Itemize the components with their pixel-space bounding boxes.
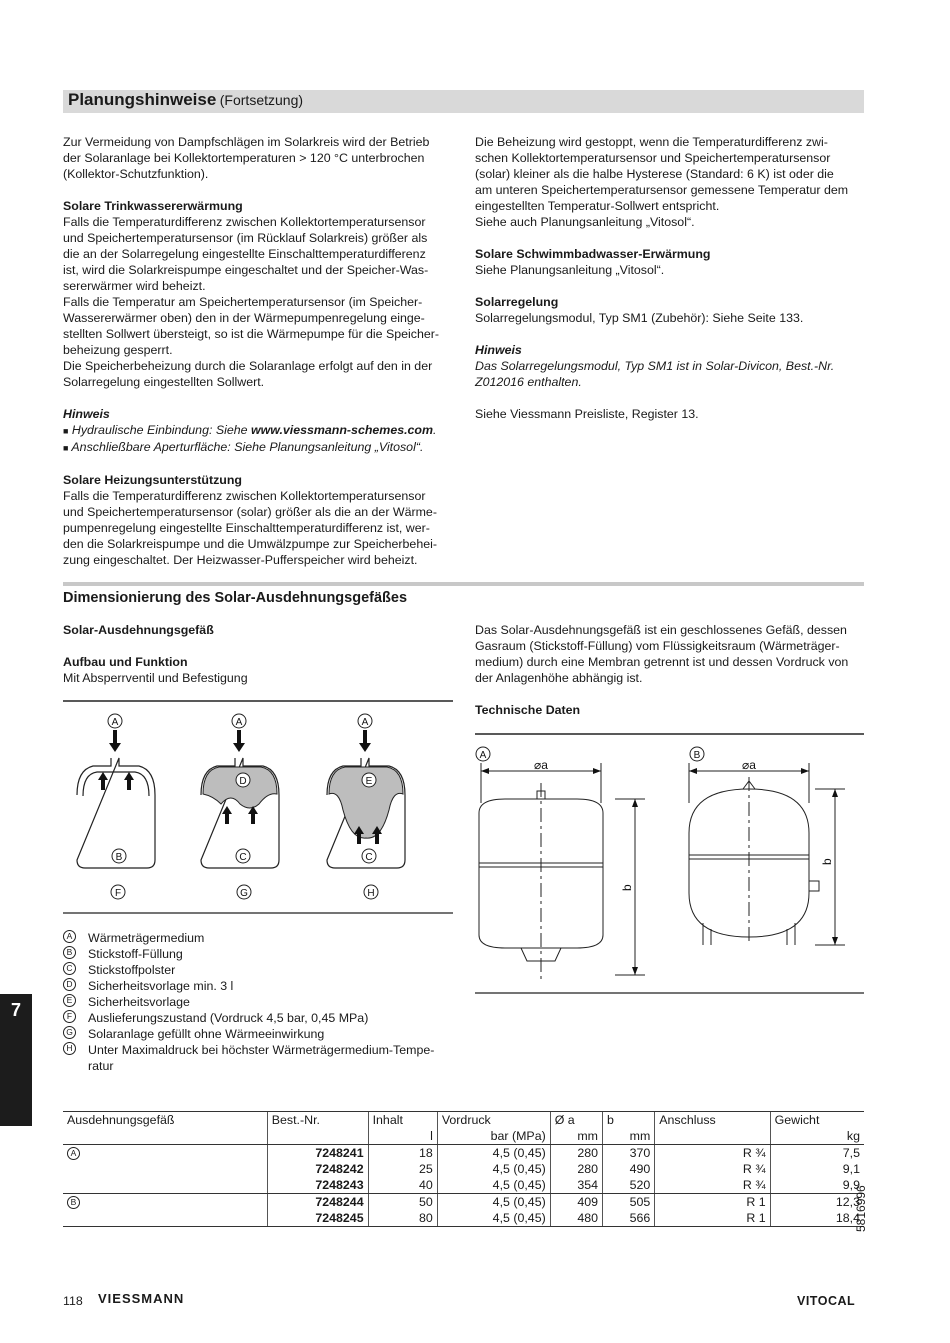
dim-a-label: ⌀a: [742, 758, 756, 772]
legend-key: H: [63, 1042, 76, 1055]
dimension-diagram: [475, 733, 865, 995]
legend-item: E Sicherheitsvorlage: [63, 994, 455, 1010]
heading-solare-trinkwasser: Solare Trinkwassererwärmung: [63, 199, 243, 213]
paragraph-line: Das Solar-Ausdehnungsgefäß ist ein geschlossenes Gefäß, dessen: [475, 623, 847, 637]
paragraph-line: Falls die Temperaturdifferenz zwischen Kollektortemperatursensor: [63, 489, 426, 503]
paragraph-line: (solar) kleiner als die halbe Hysterese (Standard: 6 K) ist oder die: [475, 167, 834, 181]
table-row: A 7248241 18 4,5 (0,45) 280 370 R ¾ 7,5: [63, 1145, 864, 1162]
paragraph-line: Siehe Planungsanleitung „Vitosol“.: [475, 263, 665, 277]
paragraph-line: medium) durch eine Membran getrennt ist und dessen Vordruck von: [475, 655, 849, 669]
table-row: 7248245 80 4,5 (0,45) 480 566 R 1 18,4: [63, 1210, 864, 1227]
label-a: A: [111, 717, 119, 728]
table-row: 7248243 40 4,5 (0,45) 354 520 R ¾ 9,9: [63, 1177, 864, 1194]
label-b: B: [693, 750, 701, 761]
table-header-row: Ausdehnungsgefäß Best.-Nr. Inhalt Vordruck Ø a b Anschluss Gewicht: [63, 1112, 864, 1129]
intro-line: der Solaranlage bei Kollektortemperaturen > 120 °C unterbrochen: [63, 151, 425, 165]
heading-heizungsunterstuetzung: Solare Heizungsunterstützung: [63, 473, 242, 487]
bullet-icon: ■: [63, 443, 69, 453]
brand-logo: VIESSMANN: [98, 1291, 185, 1306]
table-unit-row: l bar (MPa) mm mm kg: [63, 1128, 864, 1145]
intro-line: (Kollektor-Schutzfunktion).: [63, 167, 209, 181]
paragraph-line: den die Solarkreispumpe und die Umwälzpumpe zur Speicherbehei-: [63, 537, 437, 551]
paragraph-line: Gasraum (Stickstoff-Füllung) vom Flüssigkeitsraum (Wärmeträger-: [475, 639, 840, 653]
heading-schwimmbad: Solare Schwimmbadwasser-Erwärmung: [475, 247, 711, 261]
page-title-bar: [63, 90, 864, 113]
paragraph-line: Falls die Temperatur am Speichertemperatursensor (im Speicher-: [63, 295, 423, 309]
legend-item: F Auslieferungszustand (Vordruck 4,5 bar, 0,45 MPa): [63, 1010, 455, 1026]
hinweis-title: Hinweis: [475, 343, 522, 357]
heading-aufbau: Aufbau und Funktion: [63, 655, 188, 669]
paragraph-line: sererwärmer wird beheizt.: [63, 279, 206, 293]
table-row: B 7248244 50 4,5 (0,45) 409 505 R 1 12,3: [63, 1194, 864, 1211]
type-key: B: [67, 1196, 80, 1209]
paragraph-line: Siehe auch Planungsanleitung „Vitosol“.: [475, 215, 695, 229]
legend-key: F: [63, 1010, 76, 1023]
label-f: F: [114, 888, 122, 899]
paragraph-line: zung eingeschaltet. Der Heizwasser-Pufferspeicher wird beheizt.: [63, 553, 418, 567]
document-number: 5816996: [854, 1185, 868, 1232]
paragraph-line: Wassererwärmer oben) den in der Wärmepumpenregelung einge-: [63, 311, 425, 325]
paragraph-line: schen Kollektortemperatursensor und Speichertemperatursensor: [475, 151, 831, 165]
hinweis-text: Z012016 enthalten.: [475, 375, 582, 389]
legend-item: C Stickstoffpolster: [63, 962, 455, 978]
paragraph-line: und Speichertemperatursensor (im Rücklauf Solarkreis) größer als: [63, 231, 428, 245]
dim-b-label: b: [620, 884, 634, 891]
label-c: C: [239, 852, 247, 863]
legend-item: G Solaranlage gefüllt ohne Wärmeeinwirkung: [63, 1026, 455, 1042]
dim-a-label: ⌀a: [534, 758, 548, 772]
legend: [63, 930, 455, 1074]
left-column: [63, 134, 455, 568]
paragraph-line: die an der Solarregelung eingestellte Einschalttemperaturdifferenz: [63, 247, 426, 261]
paragraph-line: ist, wird die Solarkreispumpe eingeschaltet und der Speicher-Was-: [63, 263, 429, 277]
section-title: Dimensionierung des Solar-Ausdehnungsgefäßes: [63, 590, 408, 606]
type-key: A: [67, 1147, 80, 1160]
legend-item: D Sicherheitsvorlage min. 3 l: [63, 978, 455, 994]
product-name: VITOCAL: [797, 1294, 856, 1308]
label-a: A: [235, 717, 243, 728]
label-h: H: [367, 888, 375, 899]
page-number: 118: [63, 1294, 83, 1308]
label-a: A: [479, 750, 487, 761]
paragraph-line: am unteren Speichertemperatursensor gemessene Temperatur dem: [475, 183, 849, 197]
function-diagram: [63, 700, 453, 915]
hinweis-text: Das Solarregelungsmodul, Typ SM1 ist in Solar-Divicon, Best.-Nr.: [475, 359, 835, 373]
legend-key: B: [63, 946, 76, 959]
label-c: C: [365, 852, 373, 863]
paragraph-line: pumpenregelung eingestellte Einschalttemperaturdifferenz ist, wer-: [63, 521, 430, 535]
label-e: E: [365, 776, 373, 787]
paragraph-line: Falls die Temperaturdifferenz zwischen Kollektortemperatursensor: [63, 215, 426, 229]
paragraph-line: Solarregelung eingestellten Sollwert.: [63, 375, 265, 389]
hinweis-title: Hinweis: [63, 407, 110, 421]
table-row: 7248242 25 4,5 (0,45) 280 490 R ¾ 9,1: [63, 1161, 864, 1177]
right-column: [475, 134, 867, 422]
legend-item: A Wärmeträgermedium: [63, 930, 455, 946]
legend-key: D: [63, 978, 76, 991]
legend-item: B Stickstoff-Füllung: [63, 946, 455, 962]
paragraph-line: eingestellten Temperatur-Sollwert entspricht.: [475, 199, 720, 213]
legend-item: H Unter Maximaldruck bei höchster Wärmeträgermedium-Tempe-ratur: [63, 1042, 455, 1074]
section2-right: [475, 622, 867, 718]
paragraph-line: Solarregelungsmodul, Typ SM1 (Zubehör): Siehe Seite 133.: [475, 311, 804, 325]
label-b: B: [115, 852, 123, 863]
legend-key: G: [63, 1026, 76, 1039]
legend-key: A: [63, 930, 76, 943]
paragraph-line: Die Beheizung wird gestoppt, wenn die Temperaturdifferenz zwi-: [475, 135, 828, 149]
page-subtitle: (Fortsetzung): [219, 92, 304, 108]
label-g: G: [240, 888, 248, 899]
page-title: Planungshinweise: [68, 90, 217, 109]
intro-line: Zur Vermeidung von Dampfschlägen im Solarkreis wird der Betrieb: [63, 135, 430, 149]
hinweis-item: ■ Hydraulische Einbindung: Siehe www.viessmann-schemes.com.: [63, 423, 437, 437]
heading-ausdehnungsgefaess: Solar-Ausdehnungsgefäß: [63, 623, 214, 637]
paragraph-line: beheizung gesperrt.: [63, 343, 173, 357]
section2-left: [63, 622, 455, 686]
paragraph-line: der Anlagenhöhe abhängig ist.: [475, 671, 643, 685]
schemes-link[interactable]: www.viessmann-schemes.com: [250, 423, 434, 437]
section-divider: [63, 582, 864, 586]
data-table: [63, 1111, 864, 1227]
chapter-tab: 7: [0, 994, 32, 1126]
paragraph-line: stellten Sollwert übersteigt, so ist die Wärmepumpe für die Speicher-: [63, 327, 440, 341]
heading-solarregelung: Solarregelung: [475, 295, 559, 309]
bullet-icon: ■: [63, 426, 69, 436]
dim-b-label: b: [820, 858, 834, 865]
paragraph-line: Siehe Viessmann Preisliste, Register 13.: [475, 407, 699, 421]
label-d: D: [239, 776, 247, 787]
paragraph-line: Mit Absperrventil und Befestigung: [63, 671, 248, 685]
legend-key: C: [63, 962, 76, 975]
label-a: A: [361, 717, 369, 728]
hinweis-item: ■ Anschließbare Aperturfläche: Siehe Planungsanleitung „Vitosol“.: [63, 440, 424, 454]
paragraph-line: und Speichertemperatursensor (solar) größer als die an der Wärme-: [63, 505, 437, 519]
paragraph-line: Die Speicherbeheizung durch die Solaranlage erfolgt auf den in der: [63, 359, 433, 373]
heading-technische-daten: Technische Daten: [475, 703, 581, 717]
legend-key: E: [63, 994, 76, 1007]
